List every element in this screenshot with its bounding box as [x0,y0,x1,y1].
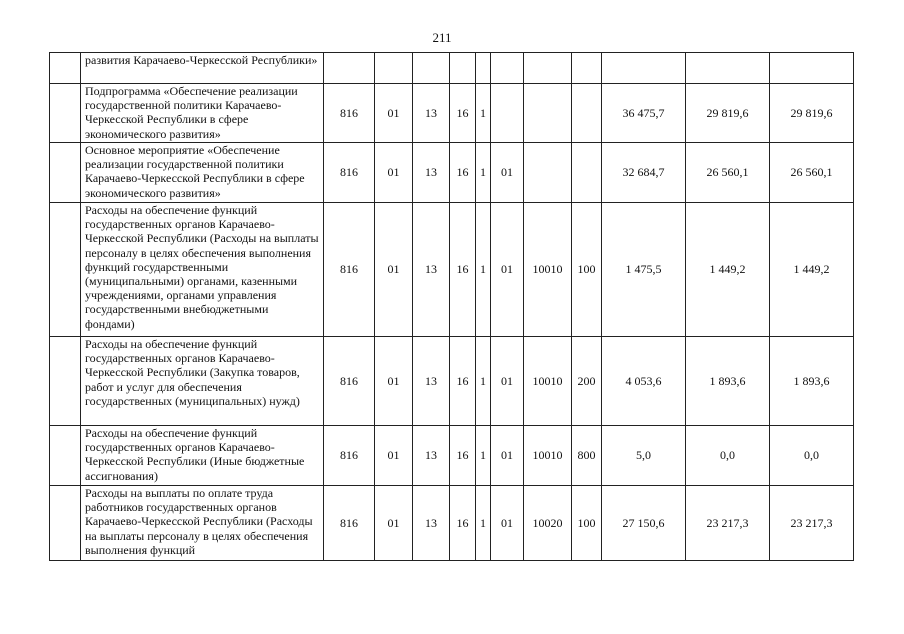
cell-subsection: 13 [413,143,450,203]
cell-amount-year1: 4 053,6 [602,337,686,426]
blank-cell [50,53,81,84]
table-row [50,84,854,143]
cell-section: 01 [375,84,413,143]
blank-cell [50,426,81,486]
cell-direction: 10010 [524,337,572,426]
cell-amount-year1: 27 150,6 [602,486,686,561]
cell-expense-type [572,143,602,203]
cell-subsection: 13 [413,84,450,143]
cell-expense-type: 100 [572,203,602,337]
cell-amount-year1: 32 684,7 [602,143,686,203]
cell-section: 01 [375,337,413,426]
cell-main-activity: 01 [491,426,524,486]
cell-admin-code: 816 [324,337,375,426]
cell-program: 16 [450,426,476,486]
table-row [50,337,854,426]
row-name: Основное мероприятие «Обеспечение реализации государственной политики Карачаево-Черкесской Республики в сфере экономического развития» [81,143,324,203]
cell-program: 16 [450,84,476,143]
cell-expense-type [572,84,602,143]
cell-main-activity [491,84,524,143]
cell-direction: 10020 [524,486,572,561]
row-name: Подпрограмма «Обеспечение реализации государственной политики Карачаево-Черкесской Республики в сфере экономического развития» [81,84,324,143]
cell-subprogram: 1 [476,84,491,143]
cell-main-activity: 01 [491,486,524,561]
cell-amount-year2: 23 217,3 [686,486,770,561]
cell-amount-year2: 0,0 [686,426,770,486]
cell-subsection: 13 [413,426,450,486]
cell-subprogram: 1 [476,486,491,561]
cell-program [450,53,476,84]
cell-admin-code: 816 [324,486,375,561]
cell-section: 01 [375,203,413,337]
cell-amount-year3: 1 893,6 [770,337,854,426]
table-row [50,426,854,486]
cell-direction: 10010 [524,426,572,486]
row-name: Расходы на обеспечение функций государственных органов Карачаево-Черкесской Республики (Расходы на выплаты персоналу в целях обеспечения выполнения функций государственными (муниципальными) органами, казенными учреждениями, органами управления государственными внебюджетными фондами) [81,203,324,337]
page-number: 211 [432,30,452,45]
cell-amount-year2: 29 819,6 [686,84,770,143]
cell-subprogram [476,53,491,84]
cell-subprogram: 1 [476,337,491,426]
cell-expense-type: 200 [572,337,602,426]
cell-amount-year2: 26 560,1 [686,143,770,203]
row-name: развития Карачаево-Черкесской Республики» [81,53,324,84]
blank-cell [50,84,81,143]
cell-amount-year3: 1 449,2 [770,203,854,337]
row-name: Расходы на обеспечение функций государственных органов Карачаево-Черкесской Республики (Иные бюджетные ассигнования) [81,426,324,486]
cell-amount-year3: 0,0 [770,426,854,486]
cell-section: 01 [375,143,413,203]
blank-cell [50,337,81,426]
cell-subprogram: 1 [476,203,491,337]
cell-direction: 10010 [524,203,572,337]
cell-direction [524,143,572,203]
cell-direction [524,53,572,84]
table-row [50,486,854,561]
cell-admin-code: 816 [324,203,375,337]
blank-cell [50,486,81,561]
cell-main-activity: 01 [491,143,524,203]
table-row [50,53,854,84]
cell-amount-year1 [602,53,686,84]
cell-subsection: 13 [413,486,450,561]
table-row [50,203,854,337]
cell-main-activity [491,53,524,84]
cell-main-activity: 01 [491,203,524,337]
cell-admin-code: 816 [324,426,375,486]
cell-amount-year3: 23 217,3 [770,486,854,561]
cell-section: 01 [375,426,413,486]
cell-amount-year1: 5,0 [602,426,686,486]
cell-expense-type [572,53,602,84]
cell-admin-code: 816 [324,143,375,203]
cell-expense-type: 100 [572,486,602,561]
cell-amount-year3: 29 819,6 [770,84,854,143]
cell-subprogram: 1 [476,143,491,203]
cell-program: 16 [450,143,476,203]
cell-subsection: 13 [413,337,450,426]
cell-amount-year1: 36 475,7 [602,84,686,143]
cell-subsection [413,53,450,84]
cell-subprogram: 1 [476,426,491,486]
cell-program: 16 [450,203,476,337]
blank-cell [50,143,81,203]
cell-amount-year2: 1 449,2 [686,203,770,337]
cell-expense-type: 800 [572,426,602,486]
table-row [50,143,854,203]
cell-program: 16 [450,337,476,426]
row-name: Расходы на обеспечение функций государственных органов Карачаево-Черкесской Республики (Закупка товаров, работ и услуг для обеспечения государственных (муниципальных) нужд) [81,337,324,426]
cell-admin-code [324,53,375,84]
cell-amount-year2: 1 893,6 [686,337,770,426]
cell-direction [524,84,572,143]
cell-amount-year3 [770,53,854,84]
cell-program: 16 [450,486,476,561]
cell-amount-year3: 26 560,1 [770,143,854,203]
cell-admin-code: 816 [324,84,375,143]
cell-subsection: 13 [413,203,450,337]
row-name: Расходы на выплаты по оплате труда работников государственных органов Карачаево-Черкесской Республики (Расходы на выплаты персоналу в целях обеспечения выполнения функций [81,486,324,561]
cell-section [375,53,413,84]
budget-table [49,52,854,561]
cell-main-activity: 01 [491,337,524,426]
cell-amount-year2 [686,53,770,84]
cell-amount-year1: 1 475,5 [602,203,686,337]
cell-section: 01 [375,486,413,561]
blank-cell [50,203,81,337]
